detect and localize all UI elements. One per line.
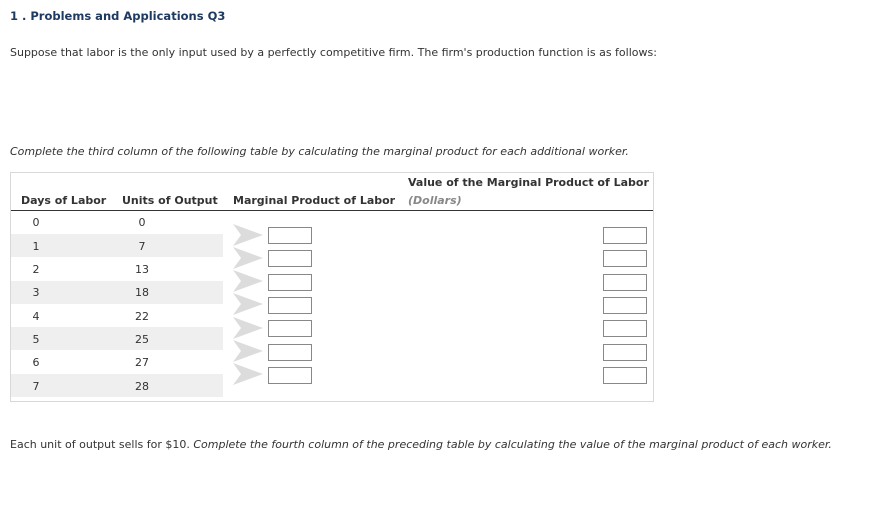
cell-days: 2 — [32, 263, 40, 276]
cell-days: 4 — [32, 310, 40, 323]
header-units-of-output: Units of Output — [122, 194, 218, 207]
vmp-input[interactable] — [603, 367, 647, 384]
mp-input[interactable] — [268, 367, 312, 384]
mp-input[interactable] — [268, 344, 312, 361]
vmp-input[interactable] — [603, 297, 647, 314]
chevron-right-icon — [233, 270, 263, 292]
price-statement: Each unit of output sells for $10. — [10, 438, 190, 451]
vmp-input[interactable] — [603, 250, 647, 267]
cell-units: 25 — [135, 333, 149, 346]
mp-instruction: Complete the third column of the following table by calculating the marginal product for each additional worker. — [10, 145, 629, 158]
cell-days: 3 — [32, 286, 40, 299]
vmp-input[interactable] — [603, 274, 647, 291]
mp-input[interactable] — [268, 320, 312, 337]
mp-input[interactable] — [268, 227, 312, 244]
intro-text: Suppose that labor is the only input used by a perfectly competitive firm. The firm's production function is as follows: — [10, 46, 657, 59]
header-marginal-product: Marginal Product of Labor — [233, 194, 396, 207]
cell-days: 6 — [32, 356, 40, 369]
vmp-input[interactable] — [603, 227, 647, 244]
cell-days: 7 — [32, 380, 40, 393]
cell-units: 13 — [135, 263, 149, 276]
production-table — [10, 172, 654, 402]
chevron-right-icon — [233, 224, 263, 246]
mp-input[interactable] — [268, 250, 312, 267]
cell-days: 0 — [32, 216, 40, 229]
vmp-instruction-text: Complete the fourth column of the preceding table by calculating the value of the marginal product of each worker. — [193, 438, 832, 451]
cell-units: 7 — [138, 240, 146, 253]
chevron-right-icon — [233, 247, 263, 269]
question-title: 1 . Problems and Applications Q3 — [10, 9, 226, 23]
cell-days: 5 — [32, 333, 40, 346]
header-vmp: Value of the Marginal Product of Labor — [408, 176, 649, 189]
vmp-instruction — [10, 438, 832, 451]
mp-input[interactable] — [268, 274, 312, 291]
chevron-right-icon — [233, 293, 263, 315]
cell-units: 0 — [138, 216, 146, 229]
cell-units: 27 — [135, 356, 149, 369]
mp-input[interactable] — [268, 297, 312, 314]
header-vmp-unit: (Dollars) — [408, 194, 462, 207]
cell-units: 22 — [135, 310, 149, 323]
vmp-input[interactable] — [603, 344, 647, 361]
vmp-input[interactable] — [603, 320, 647, 337]
cell-days: 1 — [32, 240, 40, 253]
chevron-right-icon — [233, 363, 263, 385]
cell-units: 18 — [135, 286, 149, 299]
header-days-of-labor: Days of Labor — [21, 194, 107, 207]
chevron-right-icon — [233, 317, 263, 339]
cell-units: 28 — [135, 380, 149, 393]
header-divider — [11, 210, 653, 211]
chevron-right-icon — [233, 340, 263, 362]
